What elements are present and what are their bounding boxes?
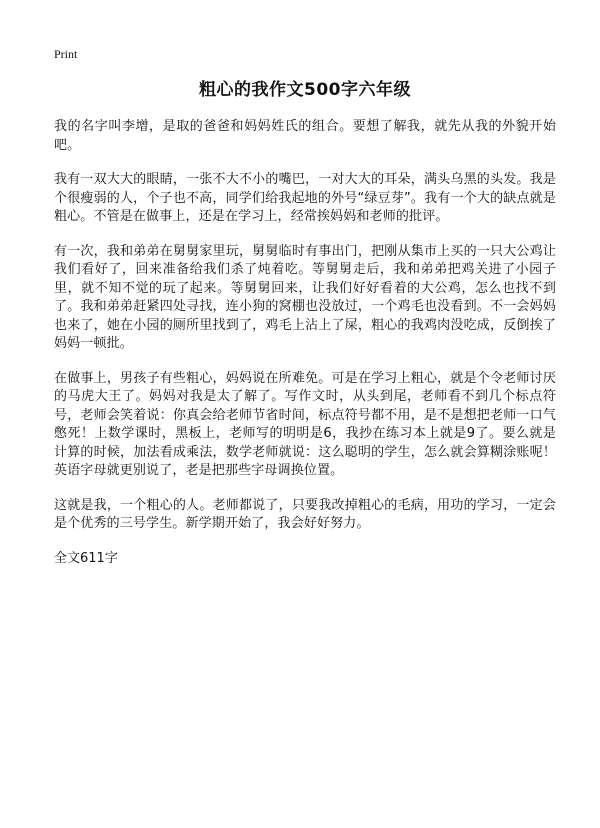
article-paragraph: 有一次，我和弟弟在舅舅家里玩，舅舅临时有事出门，把刚从集市上买的一只大公鸡让我们看好了，回来准备给我们杀了炖着吃。等舅舅走后，我和弟弟把鸡关进了小园子里，就不知不觉的玩了起来。等舅舅回来，让我们好好看着的大公鸡，怎么也找不到了。我和弟弟赶紧四处寻找，连小狗的窝棚也没放过，一个鸡毛也没看到。不一会妈妈也来了，她在小园的厕所里找到了，鸡毛上沾上了屎，粗心的我鸡肉没吃成，反倒挨了妈妈一顿批。 <box>54 243 556 351</box>
article-paragraph: 我有一双大大的眼睛，一张不大不小的嘴巴，一对大大的耳朵，满头乌黑的头发。我是个很瘦弱的人，个子也不高，同学们给我起地的外号“绿豆芽”。我有一个大的缺点就是粗心。不管是在做事上，还是在学习上，经常挨妈妈和老师的批评。 <box>54 172 556 224</box>
article-paragraph: 这就是我，一个粗心的人。老师都说了，只要我改掉粗心的毛病，用功的学习，一定会是个优秀的三号学生。新学期开始了，我会好好努力。 <box>54 497 556 531</box>
article-paragraph: 在做事上，男孩子有些粗心，妈妈说在所难免。可是在学习上粗心，就是个令老师讨厌的马虎大王了。妈妈对我是太了解了。写作文时，从头到尾，老师看不到几个标点符号，老师会笑着说：你真会给老师节省时间，标点符号都不用，是不是想把老师一口气憋死！上数学课时，黑板上，老师写的明明是6，我抄在练习本上就是9了。要么就是计算的时候，加法看成乘法，数学老师就说：这么聪明的学生，怎么就会算糊涂账呢！英语字母就更别说了，老是把那些字母调换位置。 <box>54 370 556 478</box>
article-paragraph: 我的名字叫李增，是取的爸爸和妈妈姓氏的组合。要想了解我，就先从我的外貌开始吧。 <box>54 119 556 153</box>
print-link[interactable]: Print <box>54 47 78 61</box>
word-count: 全文611字 <box>54 550 118 566</box>
article-body <box>54 118 556 568</box>
article-title: 粗心的我作文500字六年级 <box>199 80 411 100</box>
